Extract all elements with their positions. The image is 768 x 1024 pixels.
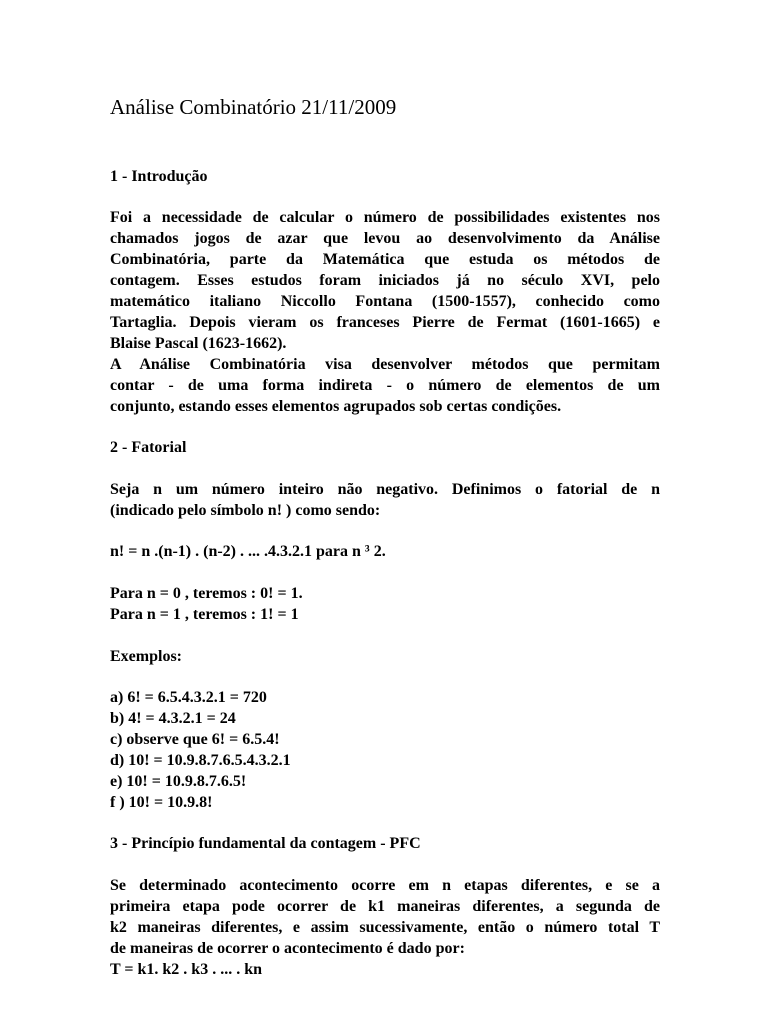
examples-heading: Exemplos: [110,648,182,665]
text-line: contar - de uma forma indireta - o número de elementos de um [110,377,660,394]
intro-paragraph-2 [110,354,660,417]
text-line: Seja n um número inteiro não negativo. Definimos o fatorial de n [110,481,660,498]
text-line: matemático italiano Niccollo Fontana (1500-1557), conhecido como [110,293,660,310]
example-item: a) 6! = 6.5.4.3.2.1 = 720 [110,689,267,706]
example-item: f ) 10! = 10.9.8! [110,794,213,811]
text-line: Combinatória, parte da Matemática que estuda os métodos de [110,251,660,268]
text-line: primeira etapa pode ocorrer de k1 maneiras diferentes, a segunda de [110,898,660,915]
text-line: contagem. Esses estudos foram iniciados já no século XVI, pelo [110,272,660,289]
example-item: e) 10! = 10.9.8.7.6.5! [110,773,247,790]
text-line: conjunto, estando esses elementos agrupados sob certas condições. [110,398,562,415]
text-line: Foi a necessidade de calcular o número de possibilidades existentes nos [110,209,660,226]
text-line: Tartaglia. Depois vieram os franceses Pierre de Fermat (1601-1665) e [110,314,660,331]
text-line: (indicado pelo símbolo n! ) como sendo: [110,502,381,519]
text-line: Se determinado acontecimento ocorre em n etapas diferentes, e se a [110,877,660,894]
intro-paragraph-1 [110,207,660,354]
fatorial-formula: n! = n .(n-1) . (n-2) . ... .4.3.2.1 para n ³ 2. [110,543,386,560]
pfc-paragraph [110,875,660,959]
text-line: Blaise Pascal (1623-1662). [110,335,287,352]
fatorial-case-one: Para n = 1 , teremos : 1! = 1 [110,606,299,623]
example-item: c) observe que 6! = 6.5.4! [110,731,280,748]
section-heading-introducao: 1 - Introdução [110,168,208,185]
fatorial-paragraph [110,479,660,521]
text-line: de maneiras de ocorrer o acontecimento é dado por: [110,940,465,957]
document-title: Análise Combinatório 21/11/2009 [110,95,397,119]
example-item: b) 4! = 4.3.2.1 = 24 [110,710,236,727]
text-line: chamados jogos de azar que levou ao desenvolvimento da Análise [110,230,660,247]
example-item: d) 10! = 10.9.8.7.6.5.4.3.2.1 [110,752,291,769]
fatorial-case-zero: Para n = 0 , teremos : 0! = 1. [110,585,303,602]
text-line: A Análise Combinatória visa desenvolver métodos que permitam [110,356,660,373]
section-heading-fatorial: 2 - Fatorial [110,439,187,456]
text-line: k2 maneiras diferentes, e assim sucessivamente, então o número total T [110,919,660,936]
pfc-formula: T = k1. k2 . k3 . ... . kn [110,961,262,978]
section-heading-pfc: 3 - Princípio fundamental da contagem - PFC [110,835,421,852]
